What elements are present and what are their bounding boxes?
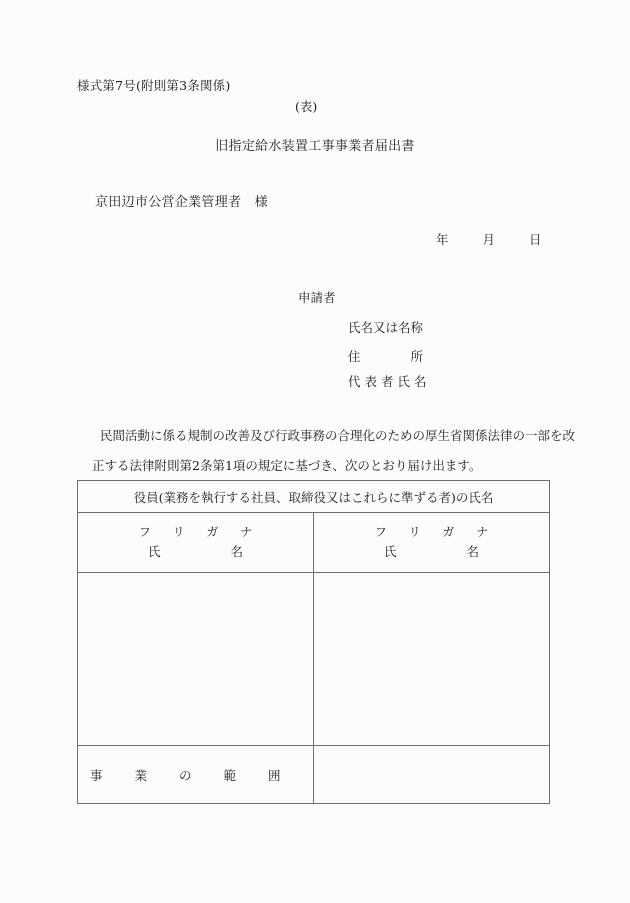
name-label-1-first: 氏 [148, 543, 161, 559]
scope-char-3: の [178, 767, 192, 783]
date-line [436, 230, 541, 248]
form-number: 様式第7号(附則第3条関係) [77, 78, 231, 93]
business-scope-label [78, 746, 314, 804]
address-label-first: 住 [348, 349, 361, 364]
furigana-label-1: フ リ ガ ナ [138, 525, 262, 540]
officer-column-2-labels [314, 513, 550, 573]
table-entry-row [78, 573, 550, 746]
applicant-label: 申請者 [298, 290, 336, 305]
scope-char-4: 範 [223, 767, 236, 783]
document-title: 旧指定給水装置工事事業者届出書 [215, 139, 415, 154]
scope-char-5: 囲 [267, 767, 281, 783]
officer-column-1-entry[interactable] [78, 573, 314, 746]
addressee-line: 京田辺市公営企業管理者 様 [95, 195, 268, 210]
business-scope-row [78, 746, 550, 804]
business-scope-value[interactable] [314, 746, 550, 804]
date-month-label: 月 [482, 232, 495, 247]
body-paragraph-line-2: 正する法律附則第2条第1項の規定に基づき、次のとおり届け出ます。 [92, 458, 482, 473]
table-label-row [78, 513, 550, 573]
name-label-2-second: 名 [466, 543, 479, 559]
officer-column-1-labels [78, 513, 314, 573]
officers-table-header: 役員(業務を執行する社員、取締役又はこれらに準ずる者)の氏名 [78, 481, 550, 513]
scope-char-1: 事 [90, 767, 103, 783]
officer-column-2-entry[interactable] [314, 573, 550, 746]
name-label-1 [78, 542, 313, 561]
date-day-label: 日 [528, 232, 542, 247]
applicant-address-label [348, 347, 423, 365]
officers-table [77, 480, 550, 804]
applicant-name-label: 氏名又は名称 [348, 320, 424, 335]
name-label-2-first: 氏 [384, 543, 397, 559]
name-label-2 [314, 542, 549, 561]
scope-char-2: 業 [134, 767, 147, 783]
date-year-label: 年 [436, 232, 449, 247]
applicant-representative-label: 代 表 者 氏 名 [348, 374, 427, 389]
name-label-1-second: 名 [230, 543, 243, 559]
table-header-row [78, 481, 550, 513]
address-label-second: 所 [410, 349, 423, 364]
furigana-label-2: フ リ ガ ナ [374, 525, 498, 540]
side-marker: (表) [295, 99, 318, 114]
body-paragraph-line-1: 民間活動に係る規制の改善及び行政事務の合理化のための厚生省関係法律の一部を改 [100, 428, 576, 443]
